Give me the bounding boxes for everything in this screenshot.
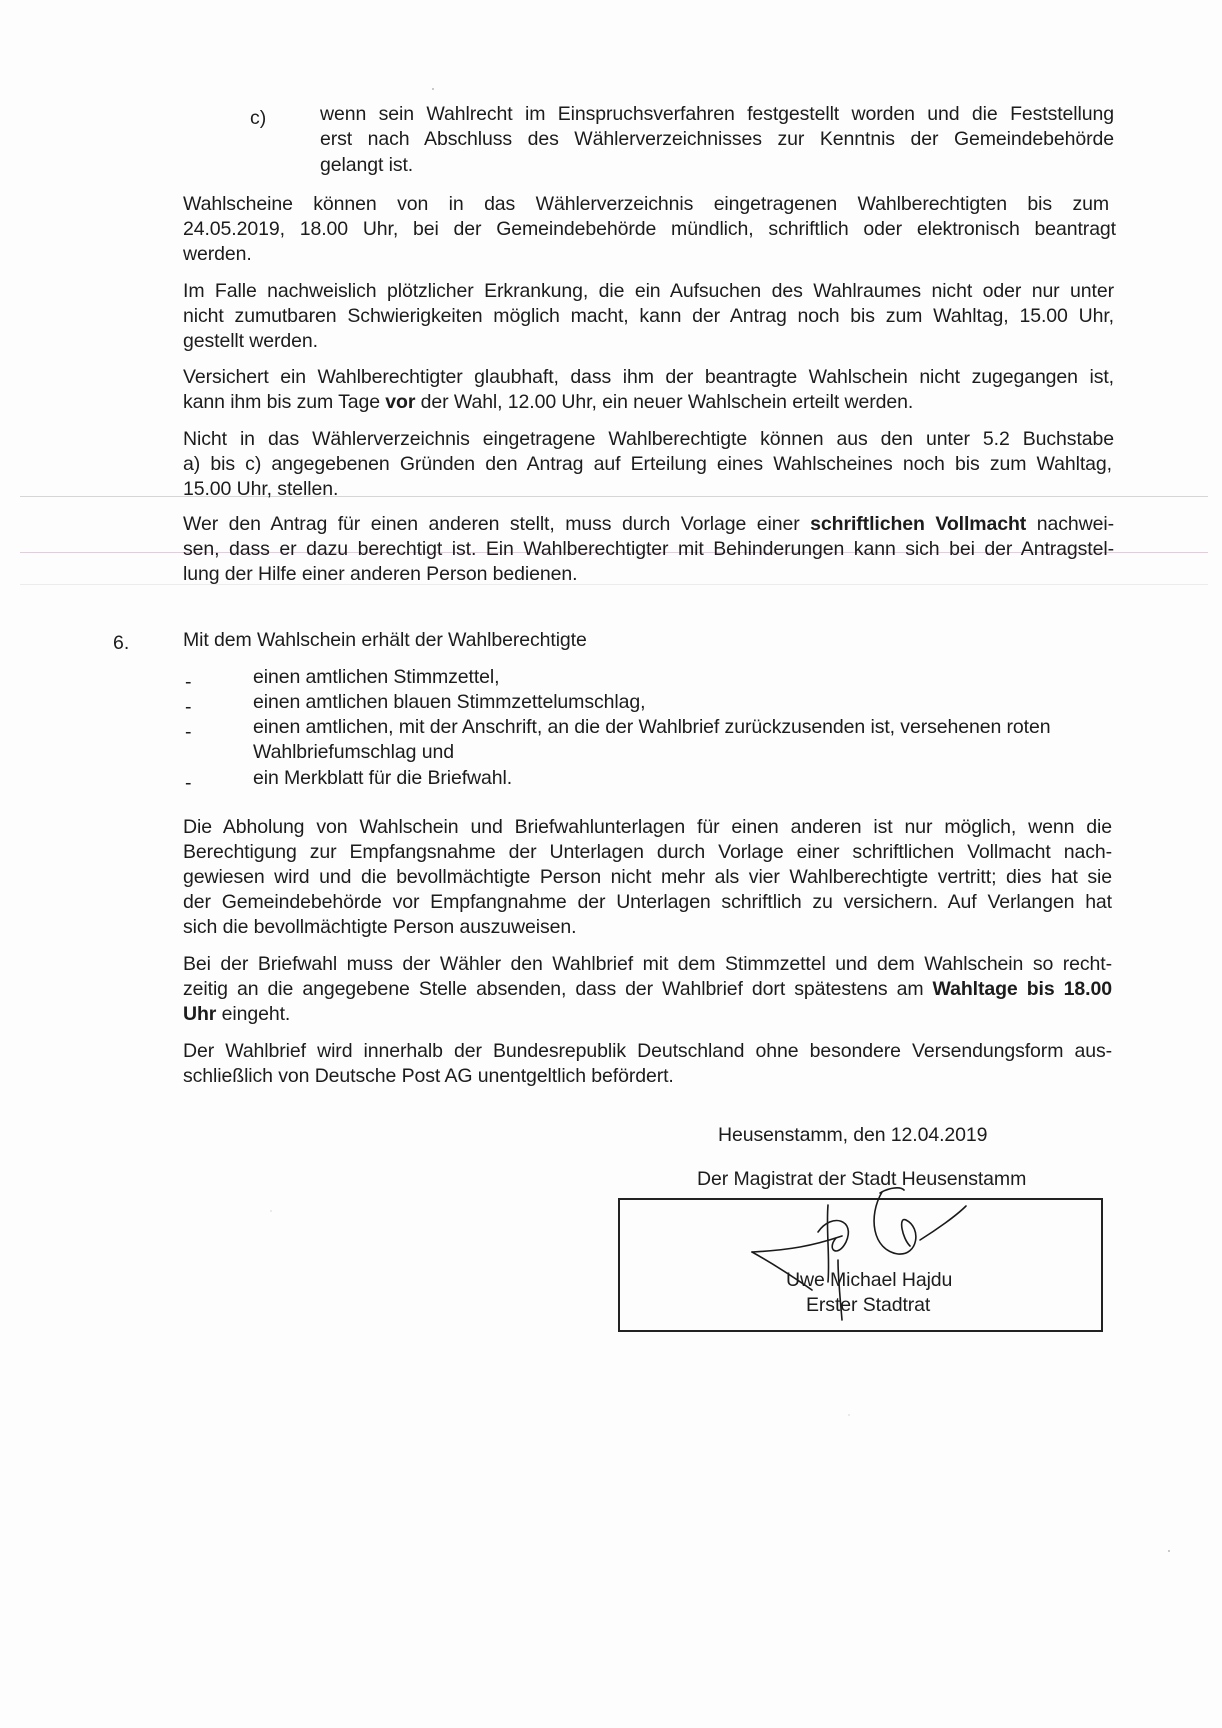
list-dash: - (185, 696, 192, 718)
paragraph-line: der Gemeindebehörde vor Empfangnahme der Unterlagen schriftlich zu versichern. Auf Verlangen hat (183, 891, 1112, 913)
paragraph-line: Der Wahlbrief wird innerhalb der Bundesrepublik Deutschland ohne besondere Versendungsform aus- (183, 1040, 1112, 1062)
paragraph-line: a) bis c) angegebenen Gründen den Antrag auf Erteilung eines Wahlscheines noch bis zum Wahltag, (183, 453, 1112, 475)
text-run: Wer den Antrag für einen anderen stellt, muss durch Vorlage einer (183, 513, 811, 535)
paragraph-line: Berechtigung zur Empfangsnahme der Unterlagen durch Vorlage einer schriftlichen Vollmacht nach- (183, 841, 1112, 863)
paragraph-line: 24.05.2019, 18.00 Uhr, bei der Gemeindebehörde mündlich, schriftlich oder elektronisch beantragt (183, 218, 1116, 240)
emphasis-uhr: Uhr (183, 1003, 217, 1025)
emphasis-vor: vor (385, 391, 416, 413)
list-item: einen amtlichen, mit der Anschrift, an die der Wahlbrief zurückzusenden ist, versehenen roten (253, 716, 1051, 738)
text-run: eingeht. (216, 1003, 291, 1025)
list-marker-c: c) (250, 107, 267, 129)
list-item: einen amtlichen blauen Stimmzettelumschlag, (253, 691, 646, 713)
text-run: zeitig an die angegebene Stelle absenden, dass der Wahlbrief dort spätestens am (183, 978, 933, 1000)
paragraph-line: sen, dass er dazu berechtigt ist. Ein Wahlberechtigter mit Behinderungen kann sich bei der Antragstel- (183, 538, 1114, 560)
paragraph-line: schließlich von Deutsche Post AG unentgeltlich befördert. (183, 1065, 674, 1087)
emphasis-vollmacht: schriftlichen Vollmacht (810, 513, 1027, 535)
emphasis-wahltage: Wahltage bis 18.00 (932, 978, 1112, 1000)
paragraph-line: Wahlscheine können von in das Wählerverzeichnis eingetragenen Wahlberechtigten bis zum (183, 193, 1109, 215)
signer-name: Uwe Michael Hajdu (786, 1269, 953, 1291)
paragraph-line: Im Falle nachweislich plötzlicher Erkrankung, die ein Aufsuchen des Wahlraumes nicht oder nur unter (183, 280, 1114, 302)
paragraph-line: werden. (183, 243, 252, 265)
issuing-authority: Der Magistrat der Stadt Heusenstamm (697, 1168, 1027, 1190)
list-dash: - (185, 772, 192, 794)
paragraph-line: Bei der Briefwahl muss der Wähler den Wahlbrief mit dem Stimmzettel und dem Wahlschein so recht- (183, 953, 1112, 975)
text-run: nachwei- (1026, 513, 1114, 535)
scan-speck (848, 1414, 850, 1416)
item-c-line: gelangt ist. (320, 154, 414, 176)
paragraph-line: sich die bevollmächtigte Person auszuweisen. (183, 916, 577, 938)
paragraph-line: nicht zumutbaren Schwierigkeiten möglich macht, kann der Antrag noch bis zum Wahltag, 15.00 Uhr, (183, 305, 1114, 327)
scan-speck (270, 1210, 272, 1212)
scan-speck (432, 88, 434, 90)
list-dash: - (185, 721, 192, 743)
paragraph-line: Die Abholung von Wahlschein und Briefwahlunterlagen für einen anderen ist nur möglich, wenn die (183, 816, 1112, 838)
place-date: Heusenstamm, den 12.04.2019 (718, 1124, 988, 1146)
paragraph-line: 15.00 Uhr, stellen. (183, 478, 339, 500)
scan-speck (1168, 1550, 1170, 1552)
paragraph-line: gestellt werden. (183, 330, 318, 352)
item-c-line: wenn sein Wahlrecht im Einspruchsverfahren festgestellt worden und die Feststellung (320, 103, 1114, 125)
text-run: kann ihm bis zum Tage (183, 391, 386, 413)
list-dash: - (185, 671, 192, 693)
signer-title: Erster Stadtrat (806, 1294, 931, 1316)
item-c-line: erst nach Abschluss des Wählerverzeichnisses zur Kenntnis der Gemeindebehörde (320, 128, 1114, 150)
section-number: 6. (113, 632, 130, 654)
paragraph-line: gewiesen wird und die bevollmächtigte Person nicht mehr als vier Wahlberechtigte vertritt; dies hat sie (183, 866, 1112, 888)
list-item: ein Merkblatt für die Briefwahl. (253, 767, 513, 789)
paragraph-line: Versichert ein Wahlberechtigter glaubhaft, dass ihm der beantragte Wahlschein nicht zugegangen ist, (183, 366, 1114, 388)
list-item: Wahlbriefumschlag und (253, 741, 454, 763)
paragraph-line: Nicht in das Wählerverzeichnis eingetragene Wahlberechtigte können aus den unter 5.2 Buchstabe (183, 428, 1114, 450)
section-intro: Mit dem Wahlschein erhält der Wahlberechtigte (183, 629, 587, 651)
paragraph-line: lung der Hilfe einer anderen Person bedienen. (183, 563, 578, 585)
list-item: einen amtlichen Stimmzettel, (253, 666, 500, 688)
text-run: der Wahl, 12.00 Uhr, ein neuer Wahlschein erteilt werden. (415, 391, 914, 413)
